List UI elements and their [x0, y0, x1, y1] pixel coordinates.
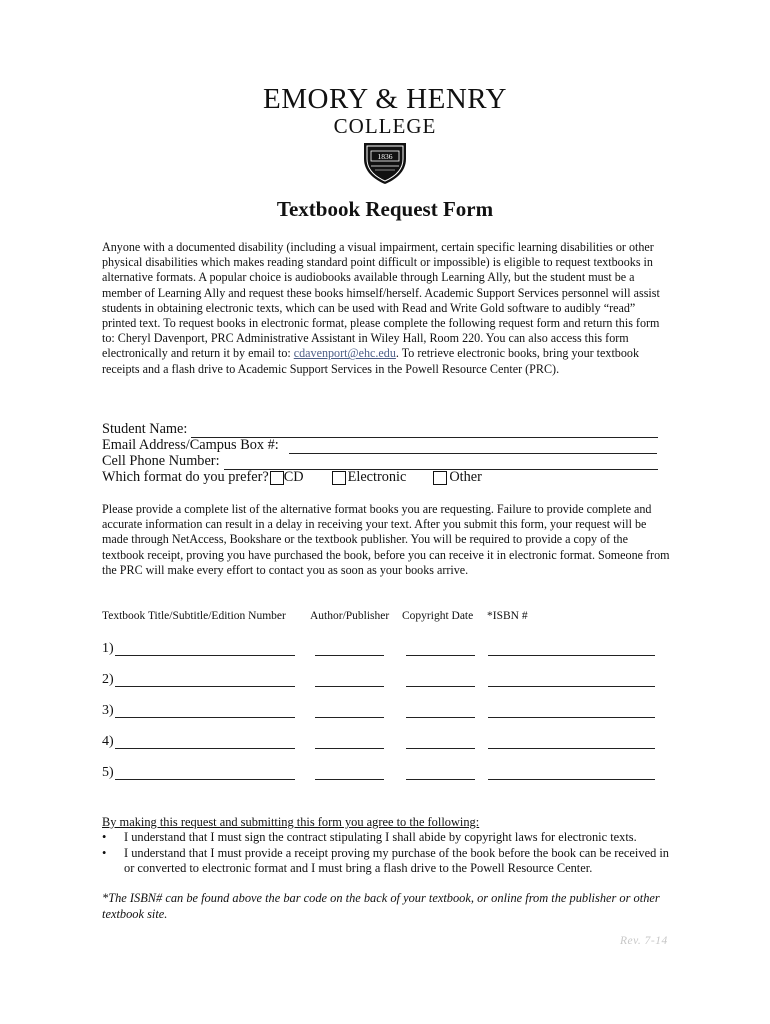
copyright-field[interactable] — [406, 779, 475, 780]
format-row — [102, 469, 482, 486]
header-author: Author/Publisher — [310, 610, 390, 622]
list-item — [102, 830, 672, 846]
college-logo — [0, 84, 770, 185]
phone-field[interactable] — [224, 456, 658, 470]
header-title: Textbook Title/Subtitle/Edition Number — [102, 610, 286, 622]
author-field[interactable] — [315, 717, 384, 718]
copyright-field[interactable] — [406, 655, 475, 656]
email-row — [102, 437, 657, 454]
instructions-paragraph: Please provide a complete list of the alternative format books you are requesting. Failure to provide complete and accurate information can result in a delay in receiving your text. After you submit this form, your request will be made through NetAccess, Bookshare or the textbook publisher. You will be required to provide a copy of the textbook receipt, proving you have purchased the book, before you can receive it in electronic format. Someone from the PRC will make every effort to contact you as soon as your books arrive. — [102, 502, 670, 577]
revision-label: Rev. 7-14 — [620, 935, 668, 947]
isbn-field[interactable] — [488, 717, 655, 718]
intro-paragraph — [102, 240, 670, 377]
list-item — [102, 846, 672, 877]
copyright-field[interactable] — [406, 717, 475, 718]
cd-label: CD — [283, 469, 304, 485]
page-title: Textbook Request Form — [276, 197, 494, 221]
header-isbn: *ISBN # — [487, 610, 528, 622]
row-number: 2) — [102, 672, 114, 687]
title-field[interactable] — [115, 748, 295, 749]
student-name-field[interactable] — [191, 424, 658, 438]
agreement-list — [102, 830, 672, 877]
copyright-field[interactable] — [406, 686, 475, 687]
isbn-note: *The ISBN# can be found above the bar code on the back of your textbook, or online from the publisher or other textbook site. — [102, 891, 660, 921]
title-field[interactable] — [115, 717, 295, 718]
cd-checkbox[interactable] — [270, 471, 284, 485]
isbn-field[interactable] — [488, 748, 655, 749]
student-name-label: Student Name: — [102, 421, 188, 437]
bullet-icon: • — [102, 830, 107, 844]
isbn-field[interactable] — [488, 686, 655, 687]
agreement-item-text: I understand that I must provide a receipt proving my purchase of the book before the book can be received in or converted to electronic format and I must bring a flash drive to the Powell Resource Center. — [124, 845, 670, 875]
row-number: 3) — [102, 703, 114, 718]
author-field[interactable] — [315, 686, 384, 687]
email-field[interactable] — [289, 440, 657, 454]
copyright-field[interactable] — [406, 748, 475, 749]
phone-label: Cell Phone Number: — [102, 453, 220, 469]
isbn-field[interactable] — [488, 655, 655, 656]
email-label: Email Address/Campus Box #: — [102, 437, 279, 453]
agreement-item-text: I understand that I must sign the contract stipulating I shall abide by copyright laws for electronic texts. — [124, 830, 637, 844]
title-field[interactable] — [115, 779, 295, 780]
row-number: 4) — [102, 734, 114, 749]
intro-text: Anyone with a documented disability (including a visual impairment, certain specific learning disabilities or other physical disabilities which makes reading standard point difficult or impossible) is eligible to request textbooks in alternative formats. A popular choice is audiobooks available through Learning Ally, but the student must be a member of Learning Ally and request these books himself/herself. Academic Support Services personnel will assist students in obtaining electronic texts, which can be used with Read and Write Gold software to audibly “read” printed text. To request books in electronic format, please complete the following request form and return this form to: Cheryl Davenport, PRC Administrative Assistant in Wiley Hall, Room 220. You can also access this form electronically and return it by email to: — [102, 240, 660, 361]
logo-name: EMORY & HENRY — [263, 83, 507, 115]
electronic-checkbox[interactable] — [332, 471, 346, 485]
agreement-heading: By making this request and submitting this form you agree to the following: — [102, 815, 480, 829]
title-field[interactable] — [115, 686, 295, 687]
format-label: Which format do you prefer? — [102, 469, 269, 485]
shield-icon — [361, 141, 409, 185]
row-number: 1) — [102, 641, 114, 656]
bullet-icon: • — [102, 845, 107, 860]
author-field[interactable] — [315, 779, 384, 780]
seal-year: 1836 — [377, 152, 393, 161]
logo-subtitle: COLLEGE — [333, 114, 437, 138]
phone-row — [102, 453, 658, 470]
title-field[interactable] — [115, 655, 295, 656]
electronic-label: Electronic — [347, 469, 407, 485]
other-label: Other — [449, 469, 482, 485]
header-copyright: Copyright Date — [402, 610, 474, 622]
author-field[interactable] — [315, 748, 384, 749]
email-link[interactable]: cdavenport@ehc.edu — [293, 346, 396, 361]
other-checkbox[interactable] — [433, 471, 447, 485]
author-field[interactable] — [315, 655, 384, 656]
intro-text-end: . To retrieve electronic books, bring your textbook receipts and a flash drive to Academic Support Services in the Powell Resource Center (PRC). — [102, 346, 639, 376]
isbn-field[interactable] — [488, 779, 655, 780]
student-name-row — [102, 421, 658, 438]
row-number: 5) — [102, 765, 114, 780]
